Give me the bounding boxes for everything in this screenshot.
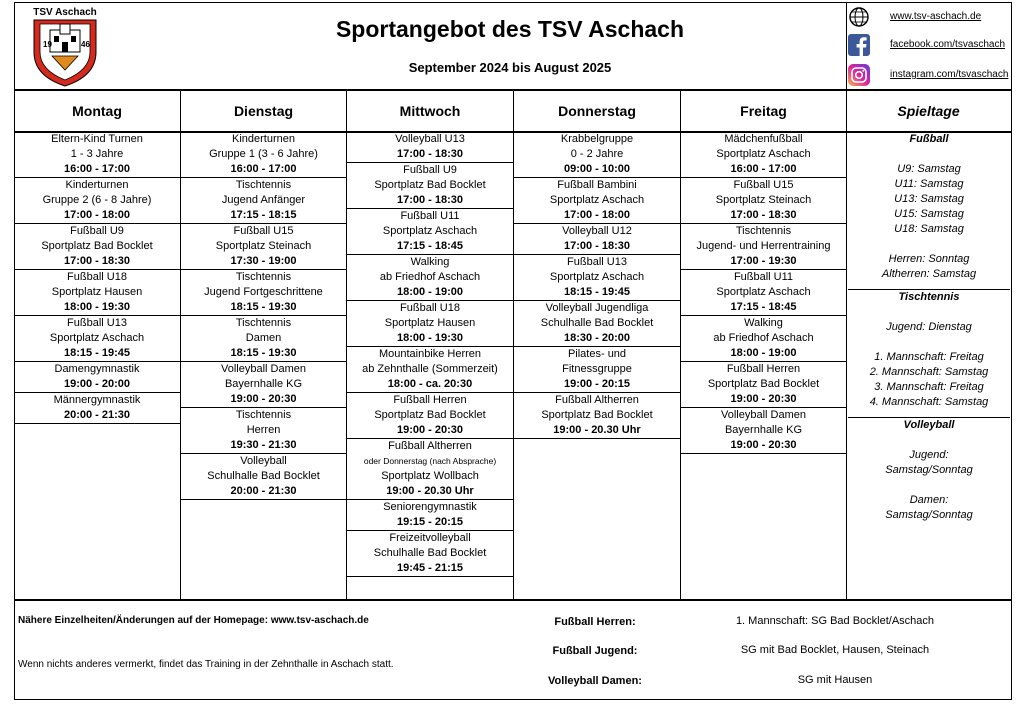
schedule-entry [514,132,680,178]
schedule-entry [14,270,180,316]
schedule-entry [347,439,513,500]
entry-activity: Volleyball Damen [221,363,306,375]
entry-time: 18:00 - 19:30 [63,301,131,313]
entry-note: oder Donnerstag (nach Absprache) [363,456,497,466]
schedule-entry [14,178,180,224]
dayhead-dienstag: Dienstag [233,103,294,119]
entry-activity: Tischtennis [235,409,292,421]
entry-time: 17:15 - 18:45 [730,301,797,313]
entry-time: 17:00 - 18:00 [63,209,131,221]
entry-time: 17:00 - 18:30 [396,194,464,206]
dayhead-donnerstag: Donnerstag [558,103,636,119]
schedule-entry [347,500,513,531]
entry-location: Herren [246,424,281,436]
column-freitag [681,132,846,454]
column-dienstag [181,132,346,500]
schedule-entry [14,362,180,393]
entry-activity: Kinderturnen [65,179,129,191]
spieltage-line: Altherren: Samstag [881,268,977,280]
entry-time: 19:15 - 20:15 [396,516,464,528]
dayhead-spieltage: Spieltage [897,103,960,119]
footer-value-fussball-herren: 1. Mannschaft: SG Bad Bocklet/Aschach [735,615,935,627]
entry-location: Sportplatz Bad Bocklet [541,409,653,421]
spieltage-line: Jugend: Dienstag [886,321,972,333]
facebook-icon [848,34,870,56]
schedule-entry [14,316,180,362]
footer-key-volleyball-damen: Volleyball Damen: [548,675,642,687]
entry-time: 18:00 - ca. 20:30 [387,378,473,390]
schedule-entry [181,178,346,224]
entry-location: Jugend Fortgeschrittene [204,286,323,298]
entry-location: ab Zehnthalle (Sommerzeit) [362,363,498,375]
entry-time: 16:00 - 17:00 [63,163,131,175]
schedule-entry [514,393,680,439]
entry-time: 17:00 - 18:30 [63,255,131,267]
instagram-link[interactable]: instagram.com/tsvaschach [890,69,1009,80]
spieltage-line: Jugend: [909,449,949,461]
entry-time: 18:15 - 19:30 [230,301,297,313]
schedule-entry [347,132,513,163]
entry-location: Sportplatz Hausen [51,286,143,298]
entry-location: Schulhalle Bad Bocklet [373,547,487,559]
spieltage-line: 1. Mannschaft: Freitag [874,351,984,363]
entry-location: 1 - 3 Jahre [70,148,124,160]
entry-time: 19:00 - 20.30 Uhr [386,485,474,497]
facebook-link[interactable]: facebook.com/tsvaschach [890,39,1006,50]
entry-location: Sportplatz Aschach [49,332,145,344]
entry-location: Sportplatz Hausen [384,317,476,329]
entry-location: Sportplatz Aschach [716,148,811,160]
column-mittwoch [347,132,513,577]
spieltage-line: 3. Mannschaft: Freitag [874,381,984,393]
svg-text:46: 46 [81,40,90,49]
schedule-entry [14,393,180,424]
schedule-entry [181,316,346,362]
entry-activity: Seniorengymnastik [383,501,477,513]
entry-location: Fitnessgruppe [562,363,632,375]
schedule-entry [347,531,513,577]
entry-time: 17:00 - 18:30 [730,209,797,221]
schedule-entry [347,347,513,393]
spieltage-spacer [848,237,1010,252]
schedule-entry [347,393,513,439]
entry-activity: Walking [410,256,450,268]
entry-location: Jugend- und Herrentraining [696,240,831,252]
website-link[interactable]: www.tsv-aschach.de [890,11,982,22]
spieltage-line: Samstag/Sonntag [885,509,973,521]
entry-activity: Volleyball Jugendliga [545,302,649,314]
website-link-row[interactable] [844,6,1008,30]
entry-location: Damen [245,332,282,344]
spieltage-column [848,132,1010,530]
column-donnerstag [514,132,680,439]
entry-time: 17:00 - 18:30 [563,240,631,252]
entry-activity: Fußball U15 [233,225,294,237]
entry-time: 19:00 - 20:15 [563,378,631,390]
entry-time: 18:15 - 19:30 [230,347,297,359]
schedule-entry [681,362,846,408]
entry-activity: Krabbelgruppe [560,133,634,145]
dayhead-montag: Montag [72,103,122,119]
schedule-entry [681,178,846,224]
entry-activity: Tischtennis [735,225,792,237]
entry-activity: Fußball Herren [393,394,467,406]
globe-icon [848,6,870,28]
club-logo-icon [20,4,110,88]
entry-location: Sportplatz Bad Bocklet [41,240,153,252]
spieltage-tischtennis [848,290,1010,418]
spieltage-line: U15: Samstag [894,208,964,220]
entry-activity: Eltern-Kind Turnen [51,133,143,145]
entry-activity: Mountainbike Herren [378,348,482,360]
entry-location: Gruppe 1 (3 - 6 Jahre) [209,148,318,160]
entry-location: Sportplatz Bad Bocklet [374,179,486,191]
entry-time: 17:00 - 18:30 [396,148,464,160]
entry-activity: Fußball Altherren [388,440,472,452]
footer-key-fussball-herren: Fußball Herren: [554,616,636,628]
spieltage-spacer [848,478,1010,493]
entry-activity: Fußball Herren [726,363,801,375]
entry-time: 18:00 - 19:00 [396,286,464,298]
spieltage-line: U9: Samstag [897,163,961,175]
entry-activity: Kinderturnen [232,133,295,145]
entry-activity: Volleyball Damen [721,409,806,421]
entry-time: 19:00 - 20:30 [230,393,297,405]
entry-time: 17:00 - 18:00 [563,209,631,221]
dayhead-mittwoch: Mittwoch [399,103,461,119]
spieltage-title: Volleyball [903,419,955,431]
spieltage-spacer [848,335,1010,350]
schedule-entry [681,132,846,178]
entry-time: 19:00 - 20.30 Uhr [553,424,641,436]
entry-activity: Fußball U18 [67,271,127,283]
svg-text:19: 19 [43,40,52,49]
entry-activity: Volleyball U12 [562,225,632,237]
entry-activity: Tischtennis [235,317,292,329]
entry-activity: Männergymnastik [53,394,141,406]
column-montag [14,132,180,424]
spieltage-title: Fußball [909,133,949,145]
schedule-entry [14,132,180,178]
entry-activity: Fußball U18 [400,302,460,314]
entry-activity: Fußball U11 [733,271,794,283]
schedule-entry [181,362,346,408]
entry-location: Schulhalle Bad Bocklet [540,317,654,329]
entry-location: Sportplatz Steinach [715,194,812,206]
spieltage-volleyball [848,418,1010,530]
footer-training-note: Wenn nichts anderes vermerkt, findet das Training in der Zehnthalle in Aschach statt. [18,659,394,670]
entry-time: 18:00 - 19:30 [396,332,464,344]
footer-homepage-note: Nähere Einzelheiten/Änderungen auf der Homepage: www.tsv-aschach.de [18,615,369,626]
schedule-entry [181,132,346,178]
entry-activity: Fußball U11 [400,210,460,222]
entry-activity: Fußball U15 [733,179,794,191]
entry-location: Sportplatz Aschach [382,225,478,237]
schedule-entry [514,347,680,393]
entry-time: 20:00 - 21:30 [230,485,297,497]
entry-activity: Damengymnastik [54,363,140,375]
schedule-entry [14,224,180,270]
spieltage-line: Herren: Sonntag [888,253,970,265]
schedule-entry [681,224,846,270]
entry-time: 17:15 - 18:45 [396,240,464,252]
entry-location: Jugend Anfänger [221,194,306,206]
entry-location: Sportplatz Bad Bocklet [374,409,486,421]
instagram-icon [848,64,870,86]
entry-activity: Fußball U9 [70,225,124,237]
entry-activity: Volleyball U13 [395,133,465,145]
schedule-entry [181,224,346,270]
schedule-entry [681,270,846,316]
spieltage-line: 4. Mannschaft: Samstag [869,396,989,408]
entry-activity: Pilates- und [567,348,627,360]
entry-time: 19:45 - 21:15 [396,562,464,574]
entry-time: 17:15 - 18:15 [230,209,297,221]
entry-activity: Fußball U13 [67,317,127,329]
schedule-entry [181,270,346,316]
entry-location: Schulhalle Bad Bocklet [207,470,320,482]
entry-activity: Fußball U13 [567,256,627,268]
entry-time: 19:30 - 21:30 [230,439,297,451]
spieltage-fussball [848,132,1010,290]
entry-activity: Fußball U9 [403,164,457,176]
entry-location: Sportplatz Aschach [716,286,811,298]
entry-activity: Tischtennis [235,271,292,283]
spieltage-line: U13: Samstag [894,193,964,205]
entry-activity: Walking [744,317,783,329]
schedule-entry [681,408,846,454]
footer-key-fussball-jugend: Fußball Jugend: [552,645,638,657]
entry-location: Bayernhalle KG [224,378,303,390]
entry-location: Gruppe 2 (6 - 8 Jahre) [42,194,152,206]
entry-time: 17:30 - 19:00 [230,255,297,267]
spieltage-line: U11: Samstag [894,178,964,190]
schedule-entry [347,163,513,209]
spieltage-line: U18: Samstag [894,223,964,235]
entry-location: Bayernhalle KG [724,424,803,436]
footer-value-volleyball-damen: SG mit Hausen [797,674,873,686]
entry-time: 18:00 - 19:00 [730,347,797,359]
schedule-entry [514,255,680,301]
page-title: Sportangebot des TSV Aschach [335,16,685,42]
entry-activity: Fußball Bambini [557,179,637,191]
entry-time: 19:00 - 20:00 [63,378,131,390]
entry-time: 19:00 - 20:30 [396,424,464,436]
entry-location: Sportplatz Wollbach [381,470,479,482]
entry-time: 19:00 - 20:30 [730,439,797,451]
page-subtitle: September 2024 bis August 2025 [408,60,612,75]
entry-location: Sportplatz Steinach [215,240,312,252]
schedule-entry [347,255,513,301]
spieltage-line: 2. Mannschaft: Samstag [869,366,989,378]
entry-location: Sportplatz Bad Bocklet [707,378,820,390]
schedule-entry [514,224,680,255]
entry-time: 19:00 - 20:30 [730,393,797,405]
schedule-entry [514,178,680,224]
schedule-entry [347,301,513,347]
entry-time: 09:00 - 10:00 [563,163,631,175]
svg-text:TSV Aschach: TSV Aschach [33,7,97,18]
entry-activity: Freizeitvolleyball [389,532,471,544]
entry-location: Sportplatz Aschach [549,194,645,206]
entry-activity: Volleyball [240,455,287,467]
entry-time: 18:15 - 19:45 [563,286,631,298]
schedule-entry [681,316,846,362]
entry-time: 20:00 - 21:30 [63,409,131,421]
schedule-entry [181,454,346,500]
entry-time: 18:30 - 20:00 [563,332,631,344]
entry-location: ab Friedhof Aschach [713,332,814,344]
spieltage-title: Tischtennis [898,291,960,303]
entry-time: 16:00 - 17:00 [230,163,297,175]
schedule-entry [347,209,513,255]
dayhead-freitag: Freitag [740,103,787,119]
entry-activity: Tischtennis [235,179,292,191]
entry-location: Sportplatz Aschach [549,271,645,283]
spieltage-line: Samstag/Sonntag [885,464,973,476]
entry-location: ab Friedhof Aschach [379,271,481,283]
footer-value-fussball-jugend: SG mit Bad Bocklet, Hausen, Steinach [740,644,930,656]
entry-time: 17:00 - 19:30 [730,255,797,267]
facebook-link-row[interactable] [844,34,1008,58]
entry-location: 0 - 2 Jahre [570,148,624,160]
entry-activity: Fußball Altherren [555,394,639,406]
entry-time: 16:00 - 17:00 [730,163,797,175]
schedule-entry [181,408,346,454]
entry-time: 18:15 - 19:45 [63,347,131,359]
spieltage-line: Damen: [909,494,949,506]
schedule-entry [514,301,680,347]
instagram-link-row[interactable] [844,64,1008,88]
entry-activity: Mädchenfußball [724,133,803,145]
